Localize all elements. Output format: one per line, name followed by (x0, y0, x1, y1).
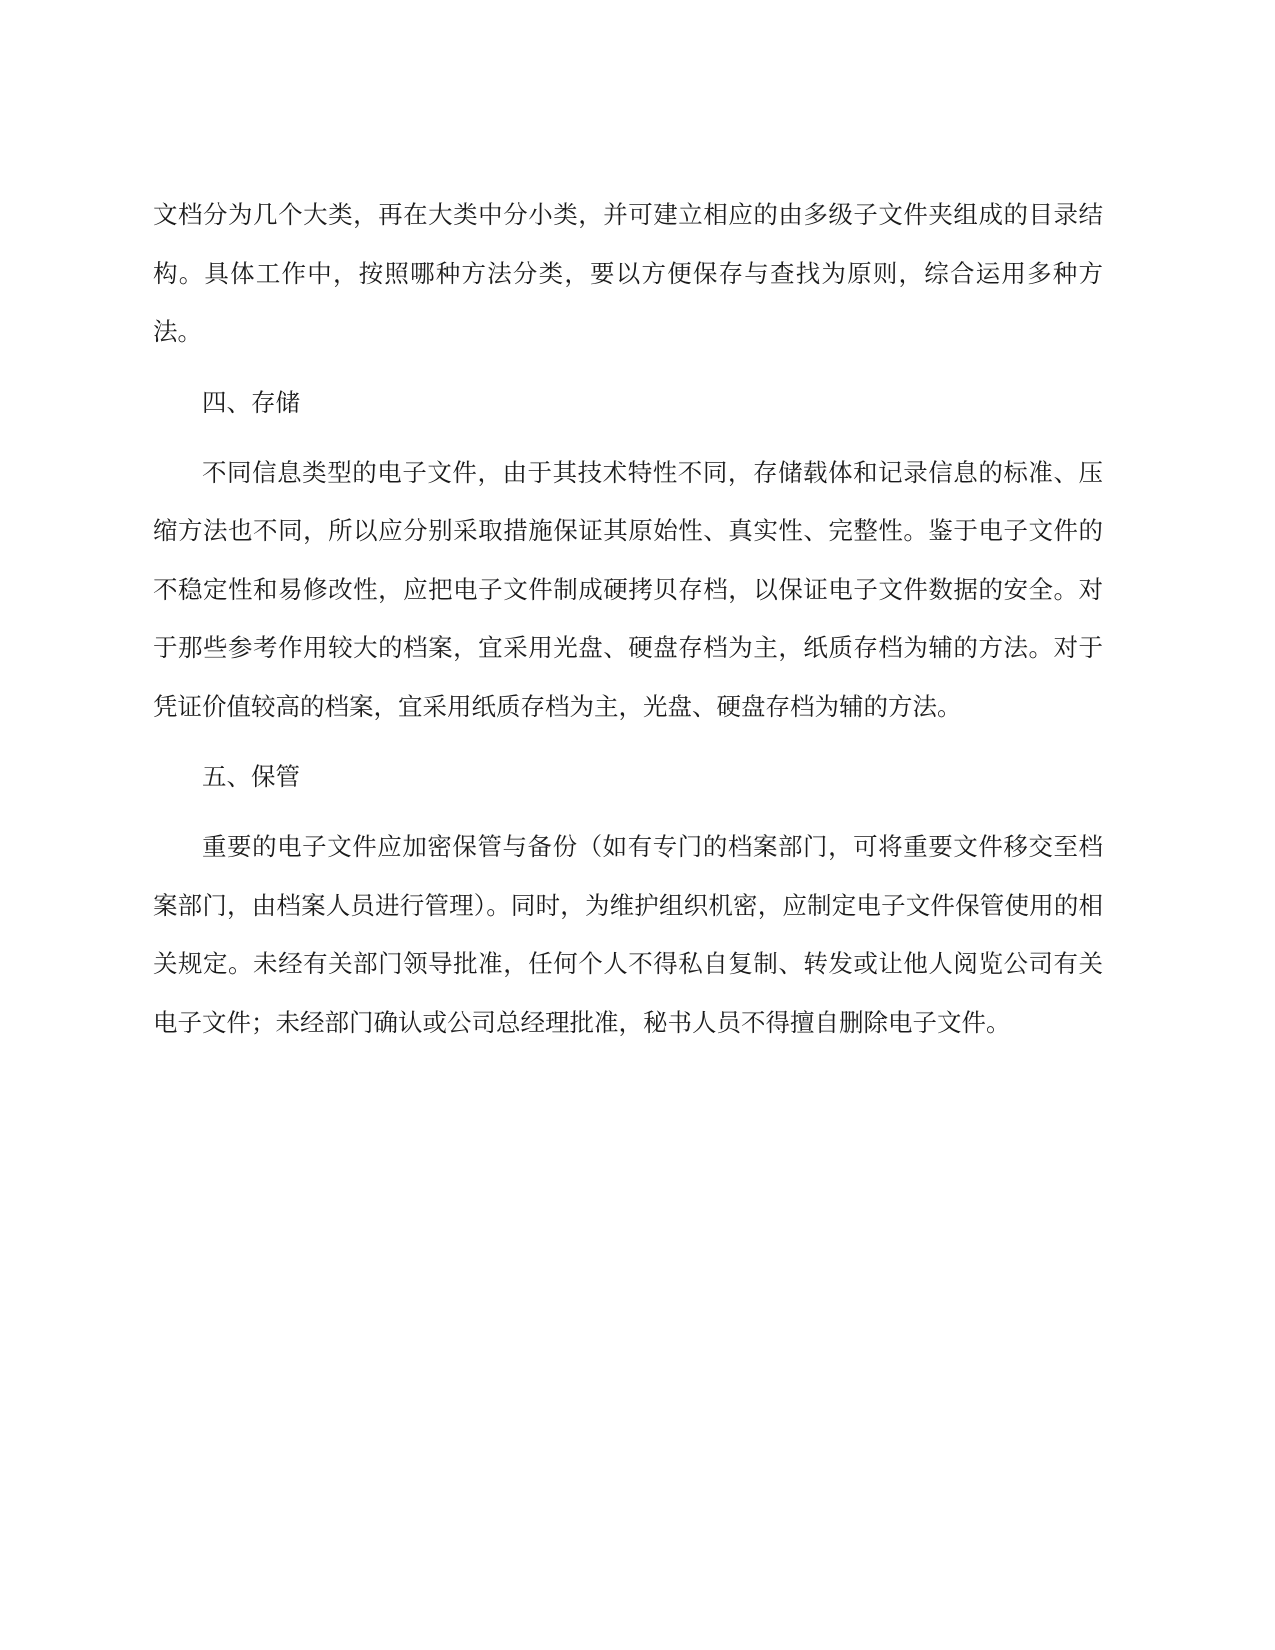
section-heading-custody: 五、保管 (202, 762, 300, 791)
paragraph-custody: 重要的电子文件应加密保管与备份（如有专门的档案部门，可将重要文件移交至档案部门，由档案人员进行管理）。同时，为维护组织机密，应制定电子文件保管使用的相关规定。未经有关部门领导批准，任何个人不得私自复制、转发或让他人阅览公司有关电子文件；未经部门确认或公司总经理批准，秘书人员不得擅自删除电子文件。 (153, 832, 1103, 1037)
paragraph-storage: 不同信息类型的电子文件，由于其技术特性不同，存储载体和记录信息的标准、压缩方法也不同，所以应分别采取措施保证其原始性、真实性、完整性。鉴于电子文件的不稳定性和易修改性，应把电子文件制成硬拷贝存档，以保证电子文件数据的安全。对于那些参考作用较大的档案，宜采用光盘、硬盘存档为主，纸质存档为辅的方法。对于凭证价值较高的档案，宜采用纸质存档为主，光盘、硬盘存档为辅的方法。 (153, 457, 1103, 721)
section-heading-storage: 四、存储 (202, 387, 300, 417)
document-body (153, 186, 1103, 1052)
paragraph-classification-continued: 文档分为几个大类，再在大类中分小类，并可建立相应的由多级子文件夹组成的目录结构。具体工作中，按照哪种方法分类，要以方便保存与查找为原则，综合运用多种方法。 (153, 200, 1103, 346)
